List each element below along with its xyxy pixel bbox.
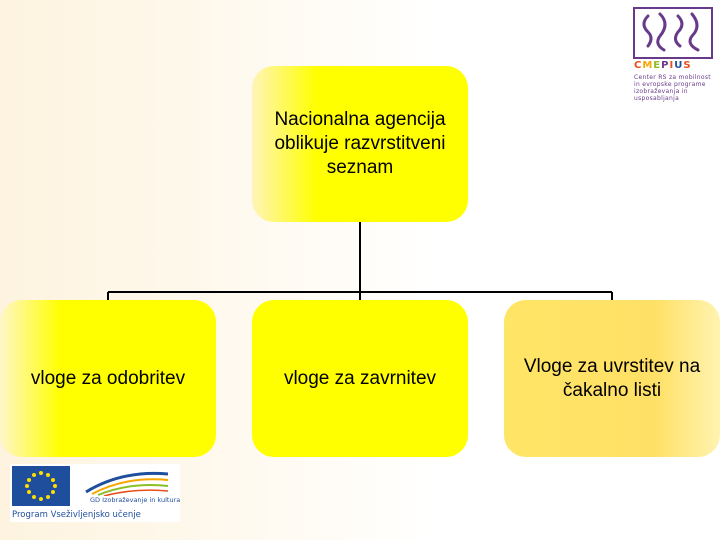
child-node-label: vloge za odobritev xyxy=(30,367,186,389)
cmepius-logo xyxy=(620,2,718,116)
child-node-zavrnitev xyxy=(252,300,468,457)
root-node-label: Nacionalna agencija oblikuje razvrstitveni seznam xyxy=(274,109,446,178)
program-label: Program Vseživljenjsko učenje xyxy=(12,510,141,520)
cmepius-tagline: Center RS za mobilnost in evropske programe izobraževanja in usposabljanja xyxy=(634,74,711,102)
child-node-odobritev xyxy=(0,300,216,457)
root-node xyxy=(252,66,468,222)
gd-label: GD Izobraževanje in kultura xyxy=(90,496,181,504)
lifelong-learning-logo xyxy=(10,464,180,522)
child-node-label: vloge za zavrnitev xyxy=(283,367,437,389)
child-node-label: Vloge za uvrstitev na čakalno listi xyxy=(523,355,701,401)
cmepius-figures-icon xyxy=(620,4,718,60)
cmepius-brand: CMEPIUS xyxy=(634,60,692,71)
eu-flag-icon xyxy=(12,466,70,506)
child-node-cakalna-lista xyxy=(504,300,720,457)
swoosh-icon xyxy=(82,466,172,496)
